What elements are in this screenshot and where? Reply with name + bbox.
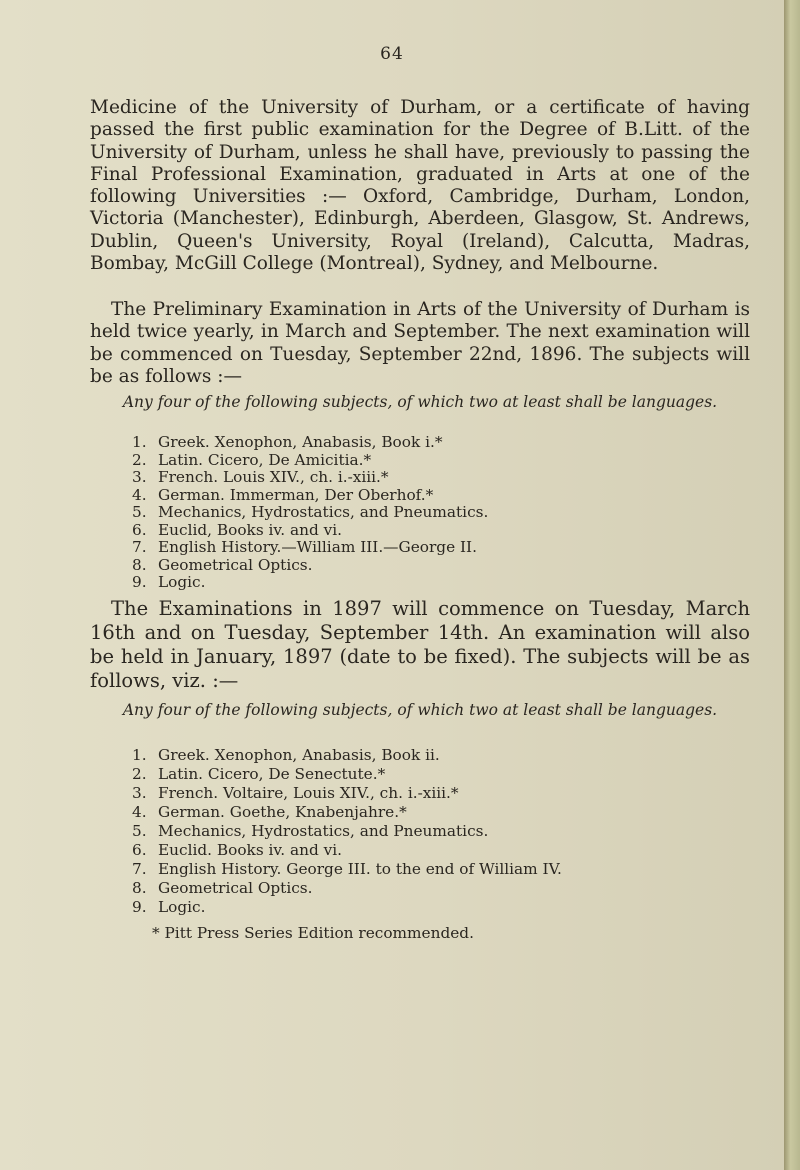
list-item (132, 522, 732, 540)
list-item (132, 765, 732, 784)
list-item-text: German. Immerman, Der Oberhof.* (158, 485, 434, 504)
list-item-text: Geometrical Optics. (158, 879, 313, 897)
paragraph-examinations-1897: The Examinations in 1897 will commence on Tuesday, March 16th and on Tuesday, September 14th. An examination will also be held in January, 1897 (date to be fixed). The subjects will be as follows, viz. :— (90, 597, 750, 692)
subjects-heading-1897: Any four of the following subjects, of which two at least shall be languages. (122, 701, 718, 719)
list-item-text: Latin. Cicero, De Senectute.* (158, 765, 386, 783)
list-item (132, 574, 732, 592)
list-item-text: Mechanics, Hydrostatics, and Pneumatics. (158, 503, 489, 521)
list-item-number: 7. (132, 860, 147, 878)
list-item-number: 7. (132, 538, 147, 556)
list-item (132, 822, 732, 841)
list-item (132, 898, 732, 917)
list-item (132, 879, 732, 898)
list-item-number: 1. (132, 746, 147, 764)
page-number: 64 (380, 44, 404, 64)
list-item-text: Mechanics, Hydrostatics, and Pneumatics. (158, 822, 489, 840)
list-item-text: Greek. Xenophon, Anabasis, Book ii. (158, 746, 440, 764)
list-item-text: Latin. Cicero, De Amicitia.* (158, 450, 372, 469)
list-item (132, 487, 732, 505)
list-item-text: Euclid. Books iv. and vi. (158, 841, 342, 859)
list-item-number: 8. (132, 555, 147, 574)
list-item (132, 452, 732, 470)
list-item-text: English History.—William III.—George II. (158, 538, 477, 556)
paragraph-preliminary-examination: The Preliminary Examination in Arts of the University of Durham is held twice yearly, in March and September. The next examination will be commenced on Tuesday, September 22nd, 1896. The subjects will be as follows :— (90, 299, 750, 387)
subjects-list-1896 (132, 434, 732, 592)
list-item-text: Logic. (158, 898, 206, 916)
list-item (132, 504, 732, 522)
list-item-number: 9. (132, 898, 147, 916)
list-item-text: French. Louis XIV., ch. i.-xiii.* (158, 468, 389, 486)
list-item-number: 8. (132, 879, 147, 897)
list-item-text: Greek. Xenophon, Anabasis, Book i.* (158, 433, 443, 451)
list-item (132, 841, 732, 860)
list-item-number: 5. (132, 822, 147, 840)
subjects-list-1897 (132, 746, 732, 917)
list-item (132, 784, 732, 803)
list-item-number: 3. (132, 468, 147, 486)
list-item-number: 3. (132, 784, 147, 802)
list-item-text: German. Goethe, Knabenjahre.* (158, 803, 407, 821)
list-item-number: 5. (132, 503, 147, 521)
list-item-text: English History. George III. to the end of William IV. (158, 860, 562, 878)
list-item-number: 6. (132, 520, 147, 539)
list-item (132, 746, 732, 765)
list-item-number: 6. (132, 841, 147, 859)
list-item (132, 434, 732, 452)
list-item-text: French. Voltaire, Louis XIV., ch. i.-xiii.* (158, 784, 459, 802)
list-item (132, 860, 732, 879)
list-item-text: Geometrical Optics. (158, 555, 313, 574)
footnote-pitt-press: * Pitt Press Series Edition recommended. (152, 924, 474, 942)
list-item (132, 803, 732, 822)
list-item-number: 4. (132, 485, 147, 504)
list-item-text: Euclid, Books iv. and vi. (158, 520, 342, 539)
paragraph-university-list: Medicine of the University of Durham, or a certificate of having passed the first public examination for the Degree of B.Litt. of the University of Durham, unless he shall have, previously to passing the Final Professional Examination, graduated in Arts at one of the following Universities :— Oxford, Cambridge, Durham, London, Victoria (Manchester), Edinburgh, Aberdeen, Glasgow, St. Andrews, Dublin, Queen's University, Royal (Ireland), Calcutta, Madras, Bombay, McGill College (Montreal), Sydney, and Melbourne. (90, 97, 750, 275)
list-item-number: 1. (132, 433, 147, 451)
list-item-number: 9. (132, 573, 147, 591)
book-edge (784, 0, 800, 1170)
list-item-text: Logic. (158, 573, 206, 591)
list-item-number: 2. (132, 450, 147, 469)
list-item-number: 4. (132, 803, 147, 821)
list-item (132, 557, 732, 575)
list-item (132, 469, 732, 487)
subjects-heading-1896: Any four of the following subjects, of which two at least shall be languages. (122, 393, 718, 411)
list-item-number: 2. (132, 765, 147, 783)
list-item (132, 539, 732, 557)
